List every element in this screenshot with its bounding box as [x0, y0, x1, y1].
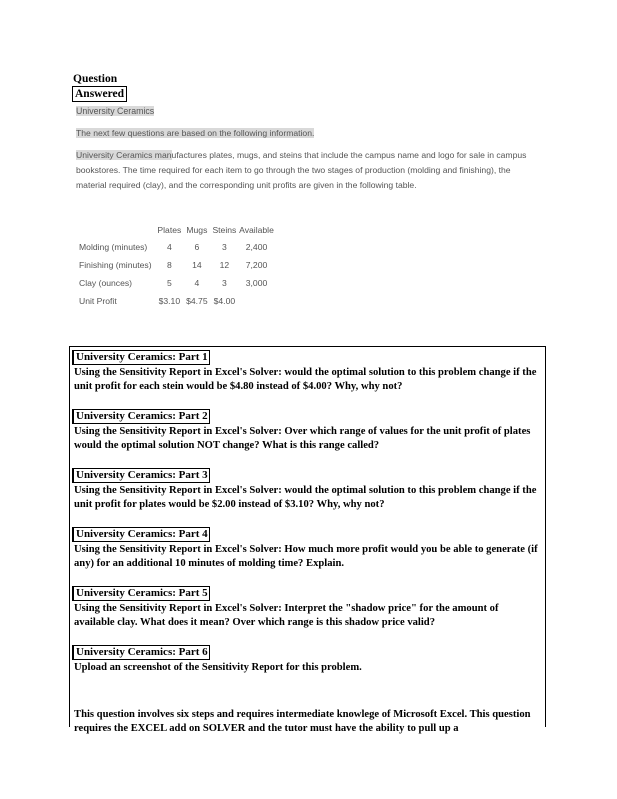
table-cell: 4 — [194, 278, 200, 288]
table-cell: $3.10 — [158, 296, 181, 306]
part-title: University Ceramics: Part 1 — [72, 350, 210, 365]
production-table — [76, 221, 275, 310]
question-part — [70, 406, 545, 453]
question-label: Question — [73, 73, 118, 85]
part-title: University Ceramics: Part 4 — [72, 527, 210, 542]
part-title: University Ceramics: Part 2 — [72, 409, 210, 424]
table-cell: $4.75 — [186, 296, 208, 306]
questions-box — [69, 346, 546, 734]
table-cell: Molding (minutes) — [79, 242, 148, 252]
table-row — [76, 256, 275, 274]
question-part — [70, 465, 545, 512]
table-cell: 4 — [166, 242, 172, 252]
table-cell: Finishing (minutes) — [79, 260, 152, 270]
part-title: University Ceramics: Part 5 — [72, 586, 210, 601]
info-paragraph-highlight: University Ceramics man — [76, 150, 172, 160]
question-part — [70, 347, 545, 394]
table-cell — [238, 292, 275, 310]
table-header: Available — [239, 224, 274, 235]
part-text: Using the Sensitivity Report in Excel's Solver: How much more profit would you be able to generate (if any) for an additional 10 minutes of molding time? Explain. — [74, 544, 538, 569]
part-text: Using the Sensitivity Report in Excel's Solver: Interpret the "shadow price" for the amount of available clay. What does it mean? Over which range is this shadow price valid? — [74, 603, 499, 628]
table-cell: 3 — [221, 242, 227, 252]
question-part — [70, 583, 545, 630]
table-cell: 7,200 — [245, 260, 268, 270]
question-status — [73, 72, 127, 102]
table-row — [76, 292, 275, 310]
table-cell: 3 — [221, 278, 227, 288]
table-cell: 5 — [166, 278, 172, 288]
table-cell: 8 — [166, 260, 172, 270]
table-cell: 3,000 — [245, 278, 268, 288]
part-text: Using the Sensitivity Report in Excel's Solver: would the optimal solution to this problem change if the unit profit for plates would be $2.00 instead of $3.10? Why, why not? — [74, 485, 537, 510]
info-paragraph-rest: ufactures plates, mugs, and steins that include the campus name and logo for sale in campus bookstores. The time required for each item to go through the two stages of production (molding and finishing), the material required (clay), and the corresponding unit profits are given in the following table. — [76, 150, 527, 190]
table-header — [76, 221, 156, 238]
part-title: University Ceramics: Part 6 — [72, 645, 210, 660]
info-title: University Ceramics — [76, 106, 155, 116]
question-part — [70, 642, 545, 675]
info-intro: The next few questions are based on the following information. — [76, 128, 315, 138]
table-header-row — [76, 221, 275, 238]
table-row — [76, 274, 275, 292]
table-cell: 2,400 — [245, 242, 268, 252]
table-header: Mugs — [186, 224, 208, 235]
part-text: Upload an screenshot of the Sensitivity Report for this problem. — [74, 662, 362, 673]
question-part — [70, 524, 545, 571]
table-header: Plates — [157, 224, 182, 235]
part-text: Using the Sensitivity Report in Excel's Solver: Over which range of values for the unit profit of plates would the optimal solution NOT change? What is this range called? — [74, 426, 531, 451]
table-cell: Clay (ounces) — [79, 278, 133, 288]
table-header: Steins — [212, 224, 237, 235]
table-cell: $4.00 — [213, 296, 236, 306]
part-text: Using the Sensitivity Report in Excel's Solver: would the optimal solution to this problem change if the unit profit for each stein would be $4.80 instead of $4.00? Why, why not? — [74, 367, 537, 392]
info-paragraph — [76, 148, 536, 193]
table-cell: Unit Profit — [79, 296, 117, 306]
table-cell: 6 — [194, 242, 200, 252]
part-title: University Ceramics: Part 3 — [72, 468, 210, 483]
problem-info — [76, 106, 536, 193]
question-description: This question involves six steps and requires intermediate knowlege of Microsoft Excel. This question requires the EXCEL add on SOLVER and the tutor must have the ability to pull up a — [74, 709, 531, 734]
table-cell: 12 — [219, 260, 230, 270]
table-cell: 14 — [192, 260, 202, 270]
answered-badge: Answered — [72, 86, 127, 102]
table-row — [76, 238, 275, 256]
